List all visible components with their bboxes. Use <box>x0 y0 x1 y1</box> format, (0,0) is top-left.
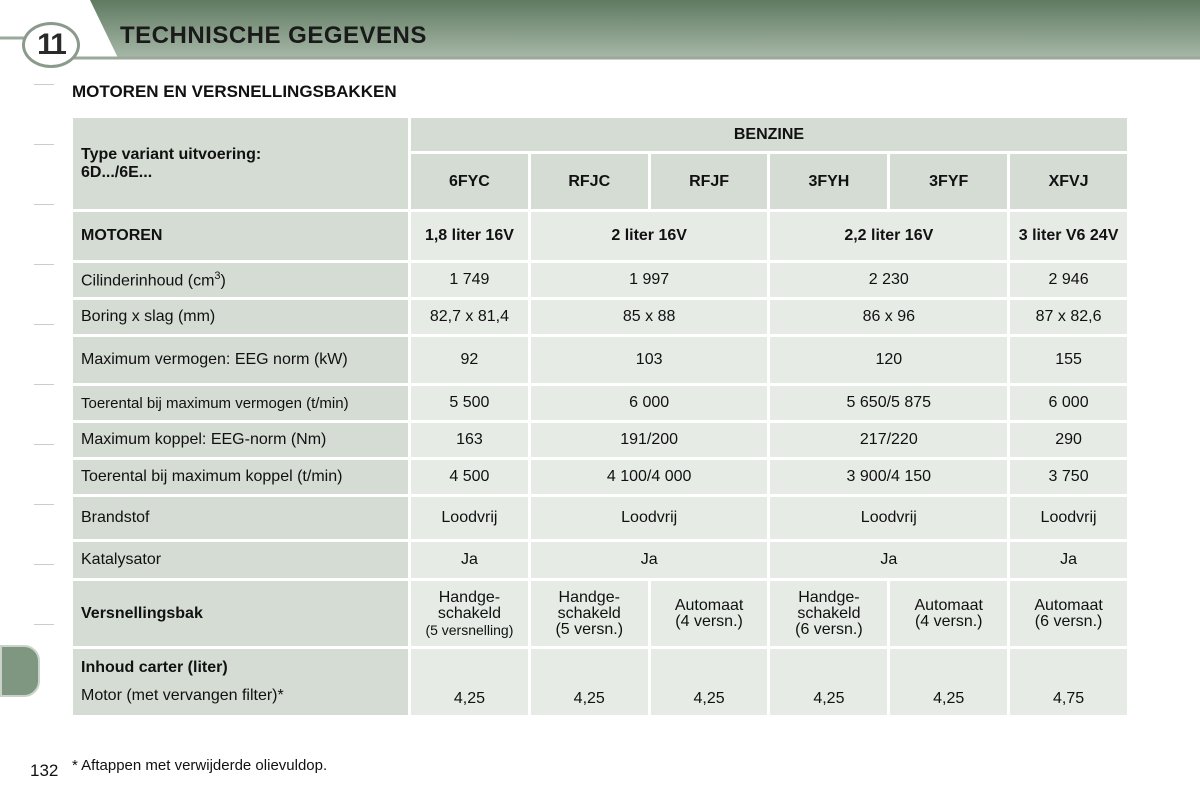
fuel-value: Loodvrij <box>411 497 528 539</box>
footnote: * Aftappen met verwijderde olievuldop. <box>72 757 328 774</box>
gearbox-label: Versnellingsbak <box>73 581 408 646</box>
rpm-torque-value: 4 100/4 000 <box>531 460 768 494</box>
max-torque-value: 217/220 <box>770 423 1007 457</box>
catalyst-value: Ja <box>770 542 1007 578</box>
rpm-power-value: 5 500 <box>411 386 528 420</box>
oil-capacity-value: 4,25 <box>890 649 1007 715</box>
max-power-value: 92 <box>411 337 528 383</box>
gearbox-value: Automaat (4 versn.) <box>890 581 1007 646</box>
gearbox-value: Automaat (6 versn.) <box>1010 581 1127 646</box>
oil-capacity-label: Inhoud carter (liter) <box>81 659 228 676</box>
max-power-label: Maximum vermogen: EEG norm (kW) <box>73 337 408 383</box>
type-label: Type variant uitvoering: <box>81 145 262 163</box>
engine-spec-table <box>70 115 1130 718</box>
displacement-value: 1 997 <box>531 263 768 297</box>
engine-value: 1,8 liter 16V <box>411 212 528 260</box>
fuel-label: Brandstof <box>73 497 408 539</box>
catalyst-value: Ja <box>411 542 528 578</box>
variant-header: RFJC <box>531 154 648 209</box>
page-title: TECHNISCHE GEGEVENS <box>120 22 427 49</box>
rpm-power-value: 6 000 <box>1010 386 1127 420</box>
rpm-torque-value: 3 900/4 150 <box>770 460 1007 494</box>
rpm-power-value: 5 650/5 875 <box>770 386 1007 420</box>
engine-value: 3 liter V6 24V <box>1010 212 1127 260</box>
variant-header: 3FYF <box>890 154 1007 209</box>
variant-header: XFVJ <box>1010 154 1127 209</box>
catalyst-value: Ja <box>531 542 768 578</box>
rpm-power-value: 6 000 <box>531 386 768 420</box>
rpm-torque-label: Toerental bij maximum koppel (t/min) <box>73 460 408 494</box>
variant-header: 6FYC <box>411 154 528 209</box>
gearbox-value: Automaat (4 versn.) <box>651 581 768 646</box>
max-power-value: 120 <box>770 337 1007 383</box>
max-torque-value: 290 <box>1010 423 1127 457</box>
variant-header: RFJF <box>651 154 768 209</box>
chapter-tab-strip <box>14 84 44 714</box>
displacement-label: Cilinderinhoud $(cm^3)$ <box>73 263 408 297</box>
oil-capacity-value: 4,25 <box>651 649 768 715</box>
engines-label: MOTOREN <box>73 212 408 260</box>
section-title: MOTOREN EN VERSNELLINGSBAKKEN <box>72 82 397 101</box>
fuel-group-header: BENZINE <box>411 118 1127 151</box>
oil-capacity-value: 4,25 <box>770 649 887 715</box>
fuel-value: Loodvrij <box>1010 497 1127 539</box>
type-sublabel: 6D.../6E... <box>81 163 153 181</box>
gearbox-value: Handge- schakeld (5 versn.) <box>531 581 648 646</box>
bore-stroke-value: 85 x 88 <box>531 300 768 334</box>
bore-stroke-value: 86 x 96 <box>770 300 1007 334</box>
gearbox-value: Handge- schakeld (6 versn.) <box>770 581 887 646</box>
oil-capacity-sublabel: Motor (met vervangen filter)* <box>81 687 284 704</box>
fuel-value: Loodvrij <box>531 497 768 539</box>
max-power-value: 155 <box>1010 337 1127 383</box>
catalyst-label: Katalysator <box>73 542 408 578</box>
oil-capacity-value: 4,75 <box>1010 649 1127 715</box>
engine-value: 2,2 liter 16V <box>770 212 1007 260</box>
gearbox-value: Handge- schakeld (5 versnelling) <box>411 581 528 646</box>
chapter-number: 11 <box>37 28 65 61</box>
page-number: 132 <box>30 761 59 780</box>
max-power-value: 103 <box>531 337 768 383</box>
engine-value: 2 liter 16V <box>531 212 768 260</box>
rpm-power-label: Toerental bij maximum vermogen (t/min) <box>73 386 408 420</box>
displacement-value: 2 946 <box>1010 263 1127 297</box>
oil-capacity-value: 4,25 <box>411 649 528 715</box>
chapter-badge <box>22 22 80 68</box>
displacement-value: 2 230 <box>770 263 1007 297</box>
oil-capacity-value: 4,25 <box>531 649 648 715</box>
oil-capacity-label-cell <box>73 649 408 715</box>
type-label-cell <box>73 118 408 209</box>
bore-stroke-label: Boring x slag (mm) <box>73 300 408 334</box>
bore-stroke-value: 87 x 82,6 <box>1010 300 1127 334</box>
active-chapter-tab[interactable] <box>0 645 40 697</box>
max-torque-value: 163 <box>411 423 528 457</box>
displacement-value: 1 749 <box>411 263 528 297</box>
rpm-torque-value: 4 500 <box>411 460 528 494</box>
catalyst-value: Ja <box>1010 542 1127 578</box>
max-torque-value: 191/200 <box>531 423 768 457</box>
rpm-torque-value: 3 750 <box>1010 460 1127 494</box>
fuel-value: Loodvrij <box>770 497 1007 539</box>
max-torque-label: Maximum koppel: EEG-norm (Nm) <box>73 423 408 457</box>
bore-stroke-value: 82,7 x 81,4 <box>411 300 528 334</box>
variant-header: 3FYH <box>770 154 887 209</box>
